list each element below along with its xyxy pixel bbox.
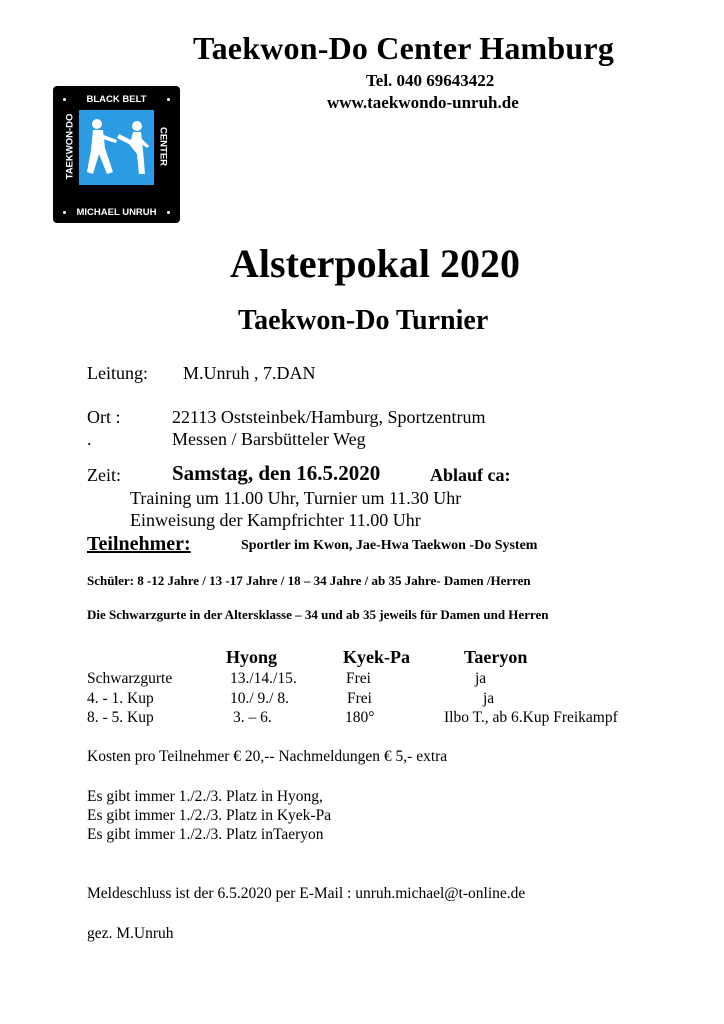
- phone-number: Tel. 040 69643422: [366, 71, 495, 90]
- schwarzgurte-note: Die Schwarzgurte in der Altersklasse – 34 und ab 35 jeweils für Damen und Herren: [87, 607, 549, 622]
- event-subtitle: Taekwon-Do Turnier: [238, 305, 489, 336]
- ort-dot: .: [87, 429, 92, 449]
- table-row-2-taeryon: ja: [483, 690, 495, 707]
- center-title: Taekwon-Do Center Hamburg: [193, 30, 615, 66]
- fighters-icon: [79, 110, 154, 185]
- leitung-label: Leitung:: [87, 363, 148, 383]
- platz-hyong: Es gibt immer 1./2./3. Platz in Hyong,: [87, 788, 323, 805]
- center-logo: [53, 86, 180, 223]
- kosten-text: Kosten pro Teilnehmer € 20,-- Nachmeldungen € 5,- extra: [87, 748, 448, 765]
- table-header-taeryon: Taeryon: [464, 647, 528, 667]
- table-row-3-label: 8. - 5. Kup: [87, 709, 154, 726]
- table-row-2-kyekpa: Frei: [347, 690, 372, 707]
- ort-line2: Messen / Barsbütteler Weg: [172, 429, 366, 449]
- zeit-line2: Einweisung der Kampfrichter 11.00 Uhr: [130, 510, 421, 530]
- logo-top-text: BLACK BELT: [86, 94, 147, 105]
- leitung-value: M.Unruh , 7.DAN: [183, 363, 316, 383]
- teilnehmer-value: Sportler im Kwon, Jae-Hwa Taekwon -Do System: [241, 538, 538, 553]
- schueler-classes: Schüler: 8 -12 Jahre / 13 -17 Jahre / 18 – 34 Jahre / ab 35 Jahre- Damen /Herren: [87, 573, 531, 588]
- logo-bottom-text: MICHAEL UNRUH: [76, 207, 157, 218]
- table-row-3-hyong: 3. – 6.: [233, 709, 272, 726]
- table-row-3-kyekpa: 180°: [345, 709, 375, 726]
- table-header-kyekpa: Kyek-Pa: [343, 647, 410, 667]
- table-header-hyong: Hyong: [226, 647, 278, 667]
- table-row-1-taeryon: ja: [475, 670, 487, 687]
- zeit-line1: Training um 11.00 Uhr, Turnier um 11.30 Uhr: [130, 488, 462, 508]
- event-title: Alsterpokal 2020: [230, 241, 520, 286]
- teilnehmer-label: Teilnehmer:: [87, 533, 191, 555]
- table-row-1-hyong: 13./14./15.: [230, 670, 297, 687]
- zeit-label: Zeit:: [87, 465, 121, 485]
- meldeschluss-text: Meldeschluss ist der 6.5.2020 per E-Mail : unruh.michael@t-online.de: [87, 885, 526, 902]
- website-link[interactable]: www.taekwondo-unruh.de: [327, 93, 519, 112]
- table-row-2-label: 4. - 1. Kup: [87, 690, 154, 707]
- table-row-3-taeryon: Ilbo T., ab 6.Kup Freikampf: [444, 709, 618, 726]
- table-row-1-label: Schwarzgurte: [87, 670, 173, 687]
- zeit-ablauf: Ablauf ca:: [430, 465, 511, 485]
- logo-left-text: TAEKWON-DO: [64, 113, 76, 180]
- table-row-1-kyekpa: Frei: [346, 670, 371, 687]
- platz-kyekpa: Es gibt immer 1./2./3. Platz in Kyek-Pa: [87, 807, 332, 824]
- platz-taeryon: Es gibt immer 1./2./3. Platz inTaeryon: [87, 826, 324, 843]
- signature-text: gez. M.Unruh: [87, 925, 174, 942]
- ort-line1: 22113 Oststeinbek/Hamburg, Sportzentrum: [172, 407, 486, 427]
- logo-right-text: CENTER: [157, 126, 169, 167]
- ort-label: Ort :: [87, 407, 121, 427]
- zeit-date: Samstag, den 16.5.2020: [172, 461, 381, 485]
- table-row-2-hyong: 10./ 9./ 8.: [230, 690, 289, 707]
